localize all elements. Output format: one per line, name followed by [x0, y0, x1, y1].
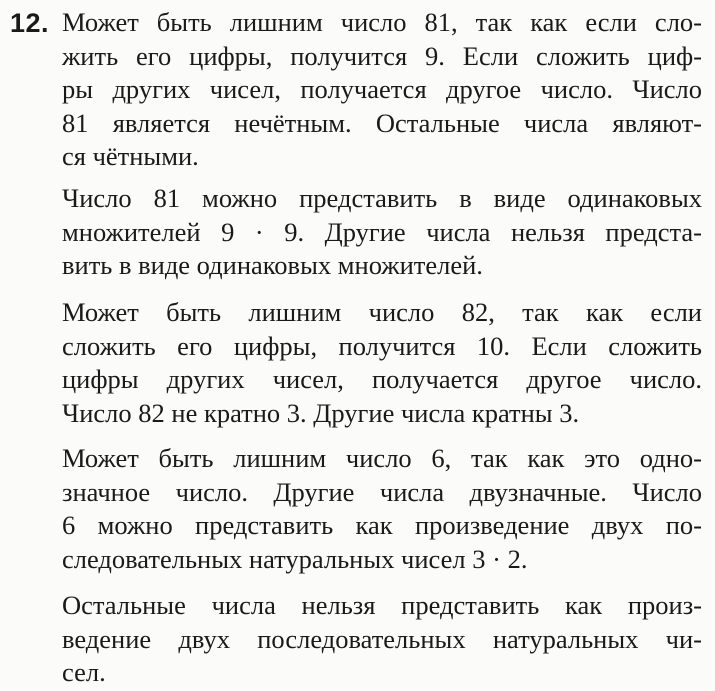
- text-line: следовательных натуральных чисел 3 · 2.: [62, 543, 528, 574]
- text-line: ведение двух последовательных натуральных чи-: [62, 623, 702, 654]
- paragraph-5: [62, 589, 702, 690]
- text-line: множителей 9 · 9. Другие числа нельзя предста-: [62, 216, 702, 247]
- text-line: 6 можно представить как произведение двух по-: [62, 510, 702, 540]
- text-line: Число 82 не кратно 3. Другие числа кратны 3.: [62, 397, 580, 428]
- text-line: Число 81 можно представить в виде одинаковых: [62, 183, 702, 213]
- paragraph-3: [62, 296, 702, 430]
- paragraph-1: [62, 6, 702, 174]
- text-line: ры других чисел, получается другое число. Число: [62, 74, 702, 104]
- text-line: сел.: [62, 657, 106, 687]
- text-line: сложить его цифры, получится 10. Если сложить: [62, 330, 702, 361]
- text-line: жить его цифры, получится 9. Если сложить циф-: [62, 40, 702, 71]
- text-line: Остальные числа нельзя представить как произ-: [62, 590, 702, 620]
- paragraph-2: [62, 182, 702, 283]
- paragraph-4: [62, 442, 702, 576]
- text-line: Может быть лишним число 6, так как это одно-: [62, 443, 702, 473]
- text-line: цифры других чисел, получается другое число.: [62, 364, 702, 394]
- task-number: 12.: [10, 8, 50, 38]
- text-line: Может быть лишним число 81, так как если сло-: [62, 7, 702, 37]
- text-line: значное число. Другие числа двузначные. Число: [62, 476, 702, 507]
- text-line: вить в виде одинаковых множителей.: [62, 250, 483, 280]
- text-line: ся чётными.: [62, 141, 199, 171]
- text-line: 81 является нечётным. Остальные числа являют-: [62, 107, 702, 138]
- text-line: Может быть лишним число 82, так как если: [62, 297, 702, 327]
